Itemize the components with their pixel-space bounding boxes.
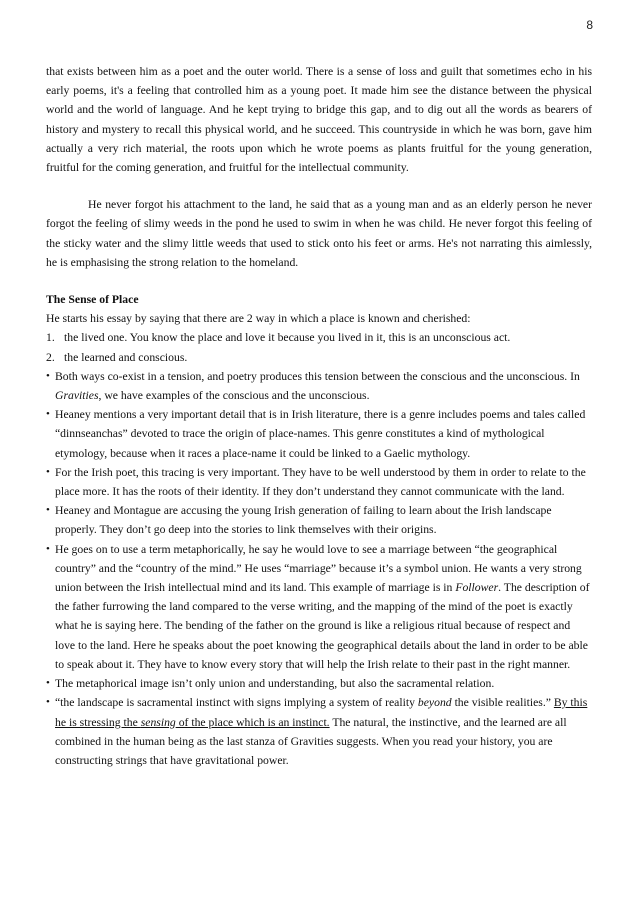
bullet-icon: • (46, 408, 50, 421)
bullet-icon: • (46, 504, 50, 517)
bullet-icon: • (46, 696, 50, 709)
paragraph-continuation: that exists between him as a poet and the outer world. There is a sense of loss and guilt that sometimes echo in his early poems, it's a feeling that controlled him as a young poet. It made him see the distance between the physical world and the world of language. And he kept trying to bridge this gap, and to dig out all the words as bearers of history and mystery to recall this physical world, and he succeed. This countryside in which he was born, gave him actually a very rich material, the roots upon which he wrote poems as plants fruitful for the young generation, fruitful for the coming generation, and fruitful for the intellectual community. (46, 65, 592, 175)
paragraph-attachment-to-land: He never forgot his attachment to the land, he said that as a young man and as an elderly person he never forgot the feeling of slimy weeds in the pond he used to swim in when he was child. He never forgot this feeling of the sticky water and the slimy little weeds that used to stick onto his feet or arms. He's not narrating this aimlessly, he is emphasising the strong relation to the homeland. (46, 198, 592, 269)
bullet-item: • “the landscape is sacramental instinct with signs implying a system of reality beyond the visible realities.” By this he is stressing the sensing of the place which is an instinct. The natural, the instinctive, and the learned are all combined in the human being as the last stanza of Gravities suggests. When you read your history, you are constructing strings that have gravitational power. (46, 693, 592, 770)
bullet-icon: • (46, 677, 50, 690)
underlined-sentence: By this he is stressing the sensing of the place which is an instinct. (55, 696, 588, 729)
document-body (46, 62, 592, 770)
numbered-item (46, 348, 592, 367)
bullet-item: • He goes on to use a term metaphorically, he say he would love to see a marriage between “the geographical country” and the “country of the mind.” He uses “marriage” because it’s a symbol union. He wants a very strong union between the Irish intellectual mind and its land. This example of marriage is in Follower. The description of the father furrowing the land compared to the verse writing, and the mapping of the mind of the poet is exactly what he is saying here. The bending of the father on the ground is like a religious ritual because of respect and love to the land. Here he speaks about the poet knowing the geographical details about the land in order to be able to speak about it. They have to know every story that will help the Irish relate to their past in the right manner. (46, 540, 592, 674)
item-text: the learned and conscious. (64, 350, 188, 364)
bullet-item: • Heaney and Montague are accusing the young Irish generation of failing to learn about the Irish landscape properly. They don’t go deep into the stories to link themselves with their origins. (46, 501, 592, 539)
numbered-item (46, 328, 592, 347)
item-number: 2. (46, 350, 55, 364)
title-follower: Follower (455, 581, 499, 595)
bullet-item: • Both ways co-exist in a tension, and poetry produces this tension between the conscious and the unconscious. In Gravities, we have examples of the conscious and the unconscious. (46, 367, 592, 405)
bullet-icon: • (46, 465, 50, 478)
bullet-item: • For the Irish poet, this tracing is very important. They have to be well understood by them in order to relate to the place more. It has the roots of their identity. If they don’t understand they cannot communicate with the land. (46, 463, 592, 501)
bullet-icon: • (46, 369, 50, 382)
item-number: 1. (46, 331, 55, 345)
section-heading: The Sense of Place (46, 293, 139, 307)
title-gravities: Gravities (55, 389, 99, 403)
section-intro: He starts his essay by saying that there are 2 way in which a place is known and cherished: (46, 312, 471, 326)
page-number: 8 (586, 18, 593, 32)
bullet-item: • Heaney mentions a very important detail that is in Irish literature, there is a genre includes poems and tales called “dinnseanchas” devoted to trace the origin of place-names. This genre constitutes a kind of mythological etymology, because when it races a place-name it could be linked to a Gaelic mythology. (46, 405, 592, 463)
item-text: the lived one. You know the place and love it because you lived in it, this is an unconscious act. (64, 331, 511, 345)
bullet-item: • The metaphorical image isn’t only union and understanding, but also the sacramental relation. (46, 674, 592, 693)
numbered-list (46, 328, 592, 366)
bullet-icon: • (46, 542, 50, 555)
bullet-list (46, 367, 592, 770)
